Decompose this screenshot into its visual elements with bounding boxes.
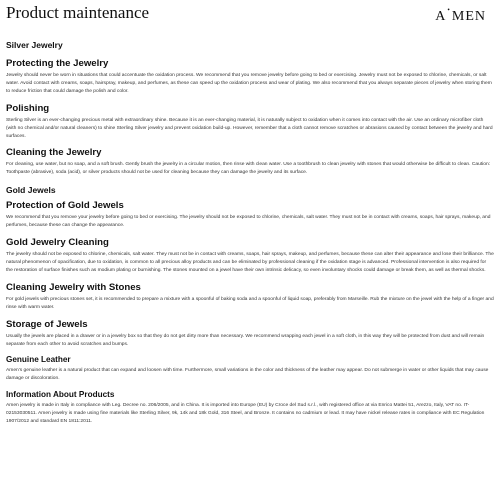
page-header xyxy=(0,0,500,34)
brand-logo[interactable] xyxy=(435,6,486,25)
section-title-storage: Storage of Jewels xyxy=(6,318,88,330)
section-body-protecting: Jewelry should never be worn in situations that could accentuate the oxidation process. We recommend that you remove jewelry before going to bed or exercising. Jewelry must not be exposed to chlorine, chemicals, or salt water. Avoid contact with creams, soaps, hairspray, makeup, and perfumes, as these can speed up the oxidation process and wear of plating. We also recommend that you always separate pieces of jewelry when storing them to reduce friction that could damage the polish and color. xyxy=(6,73,492,94)
section-body-cleaning: For cleaning, use water, but no soap, and a soft brush. Gently brush the jewelry in a circular motion, then rinse with clean water. Use a toothbrush to clean jewelry with stones that would otherwise be difficult to clean. Caution: Toothpaste (abrasive), soda (acid), or silver products should not be used for cleaning because they can damage the jewelry and its surface. xyxy=(6,162,491,176)
section-body-polishing: Sterling Silver is an ever-changing precious metal with extraordinary shine. Because it is an ever-changing material, it is naturally subject to oxidation when it comes into contact with the air. Use an ordinary microfiber cloth (with no chemical and/or natural cleaners) to shine Sterling Silver jewelry and prevent oxidation build-up. However, remember that a cloth cannot remove scratches or abrasions caused by contact between the jewelry and hard surfaces. xyxy=(6,117,493,139)
section-title-polishing: Polishing xyxy=(6,102,50,114)
section-title-cleaning: Cleaning the Jewelry xyxy=(6,147,102,159)
section-body-stones: For gold jewels with precious stones set, it is recommended to prepare a mixture with a spoonful of baking soda and a spoonful of liquid soap, preferably from Marseille. Rub the mixture on the jewel with the help of a finger and rinse with warm water. xyxy=(6,296,494,310)
section-title-info: Information About Products xyxy=(6,390,115,400)
logo-dot: • xyxy=(447,6,451,14)
section-title-gold-cleaning: Gold Jewelry Cleaning xyxy=(6,237,109,249)
section-title-protecting: Protecting the Jewelry xyxy=(6,58,109,69)
section-body-info: Amen jewelry is made in Italy in compliance with Leg. Decree no. 206/2005, and in China. It is imported into Europe (EU) by Croce del Sud s.r.l., with registered office at via Enrico Mattei 51, Arezzo, Italy, VAT no. IT-02153030511. Amen jewelry is made using fine materials like Sterling Silver, 9k, 14k and 18k Gold, 316 Steel, and Bronze. It contains no cadmium or lead. It may have nickel release rates in compliance with EC Regulation 1907/2012 and standard EN 1811:2011. xyxy=(6,403,485,425)
section-body-leather: Amen's genuine leather is a natural product that can expand and loosen with time. Furthermore, small variations in the color and thickness of the leather may appear. Do not submerge in water or other liquids that may cause damage or discoloration. xyxy=(6,368,489,382)
main-content xyxy=(6,40,494,433)
page-title: Product maintenance xyxy=(6,3,150,22)
logo-text-right: MEN xyxy=(451,9,486,24)
section-body-storage: Usually the jewels are placed in a drawer or in a jewelry box so that they do not get dirty more than necessary. We recommend wrapping each jewel in a soft cloth, in this way they will be protected from dust and will remain separate from each other to avoid scratches and bumps. xyxy=(6,333,485,347)
gold-jewels-heading: Gold Jewels xyxy=(6,185,56,196)
section-title-stones: Cleaning Jewelry with Stones xyxy=(6,281,141,293)
section-title-gold-protection: Protection of Gold Jewels xyxy=(6,200,124,212)
silver-jewelry-heading: Silver Jewelry xyxy=(6,40,63,50)
logo-text-left: A xyxy=(435,9,447,24)
section-body-gold-cleaning: The jewelry should not be exposed to chlorine, chemicals, salt water. They must not be in contact with creams, soaps, hair sprays, makeup, and perfumes, because these can alter their appearance and lose their brilliance. The natural phenomenon of opacification, due to oxidation, is common to all precious alloy products and can be eliminated by professional cleaning if the oxidation stage is advanced. Professional intervention is also required for the restoration of surface finishes such as modium plating or burnishing. The stones mounted on a jewel have their own intrinsic delicacy, so even involuntary shocks could damage or break them, as well as thermal shocks. xyxy=(6,252,494,273)
section-title-leather: Genuine Leather xyxy=(6,355,71,365)
section-body-gold-protection: We recommend that you remove your jewelry before going to bed or exercising. The jewelry should not be exposed to chlorine, chemicals, salt water. They must not be in contact with creams, soaps, hair sprays, makeup, and perfumes, because these can change the appearance. xyxy=(6,215,491,229)
